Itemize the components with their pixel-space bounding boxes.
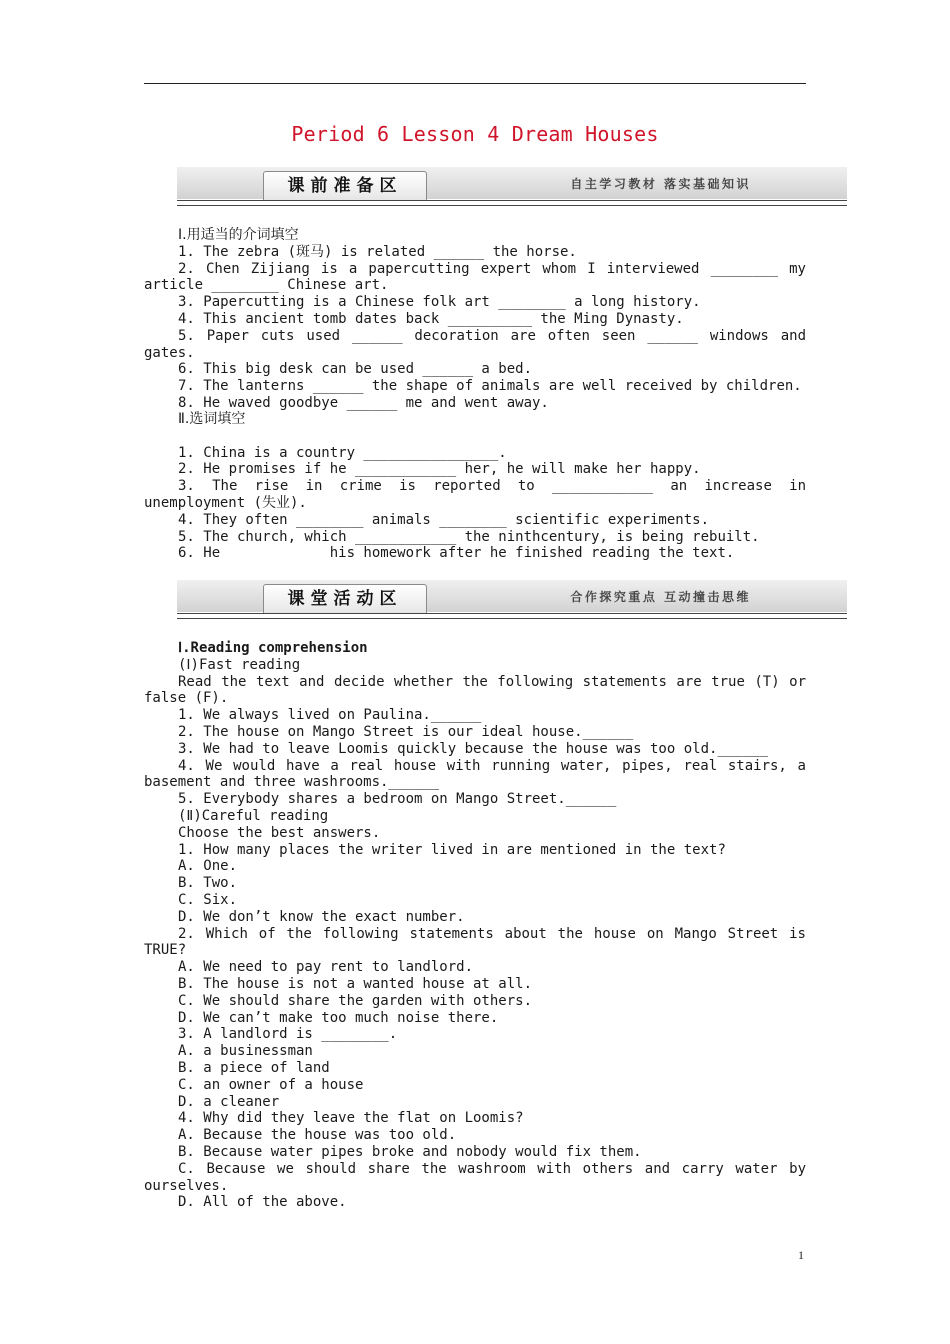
list-item: 2. The house on Mango Street is our ideal house.______	[178, 723, 634, 740]
section-banner-prep	[177, 167, 847, 205]
page-title: Period 6 Lesson 4 Dream Houses	[291, 122, 659, 146]
list-item: 7. The lanterns ______ the shape of animals are well received by children.	[178, 378, 802, 395]
option: D. All of the above.	[178, 1194, 347, 1211]
list-item: 6. He his homework after he finished reading the text.	[178, 545, 735, 562]
question: 1. How many places the writer lived in are mentioned in the text?	[178, 841, 726, 858]
section-heading: Ⅰ.Reading comprehension	[178, 640, 368, 656]
option: B. Because water pipes broke and nobody would fix them.	[178, 1143, 642, 1160]
banner-tab-label: 课前准备区	[263, 171, 427, 200]
list-item: 1. China is a country ________________.	[178, 444, 507, 461]
option: D. a cleaner	[178, 1093, 280, 1110]
question: 3. A landlord is ________.	[178, 1026, 398, 1043]
banner-subtitle: 合作探究重点 互动撞击思维	[570, 590, 751, 604]
option: A. One.	[178, 858, 238, 875]
list-item: 3. We had to leave Loomis quickly because the house was too old.______	[178, 740, 769, 757]
subsection-heading: (Ⅱ)Careful reading	[178, 807, 329, 824]
question: 2. Which of the following statements about the house on Mango Street is TRUE?	[144, 925, 806, 959]
option: C. Six.	[178, 891, 238, 908]
list-item: 1. We always lived on Paulina.______	[178, 707, 482, 724]
list-item: 2. He promises if he ____________ her, he will make her happy.	[178, 461, 701, 478]
option: D. We don’t know the exact number.	[178, 908, 465, 925]
list-item: 4. We would have a real house with running water, pipes, real stairs, a basement and three washrooms.______	[144, 757, 806, 791]
list-item: 5. The church, which ____________ the ninthcentury, is being rebuilt.	[178, 528, 760, 545]
list-item: 6. This big desk can be used ______ a bed.	[178, 361, 533, 378]
instruction: Choose the best answers.	[178, 824, 381, 841]
header-rule	[144, 83, 806, 84]
option: D. We can’t make too much noise there.	[178, 1009, 499, 1026]
list-item: 5. Paper cuts used ______ decoration are often seen ______ windows and gates.	[144, 327, 806, 361]
list-item: 5. Everybody shares a bedroom on Mango Street.______	[178, 791, 617, 808]
option: B. Two.	[178, 875, 238, 892]
exercise-prepositions	[144, 227, 806, 412]
section-banner-class	[177, 580, 847, 618]
option: B. The house is not a wanted house at all.	[178, 975, 533, 992]
subsection-heading: (Ⅰ)Fast reading	[178, 656, 301, 673]
page-number: 1	[798, 1248, 804, 1262]
question: 4. Why did they leave the flat on Loomis?	[178, 1110, 524, 1127]
list-item: 4. This ancient tomb dates back __________ the Ming Dynasty.	[178, 310, 684, 327]
option: C. an owner of a house	[178, 1076, 364, 1093]
option: A. Because the house was too old.	[178, 1127, 457, 1144]
banner-tab-label: 课堂活动区	[263, 584, 427, 613]
option: C. Because we should share the washroom with others and carry water by ourselves.	[144, 1160, 806, 1194]
banner-subtitle: 自主学习教材 落实基础知识	[570, 177, 751, 191]
instruction: Read the text and decide whether the following statements are true (T) or false (F).	[144, 673, 806, 707]
exercise-word-choice	[144, 411, 806, 562]
option: C. We should share the garden with others.	[178, 992, 533, 1009]
section-heading: Ⅱ.选词填空	[178, 411, 246, 427]
option: A. a businessman	[178, 1043, 313, 1060]
list-item: 3. Papercutting is a Chinese folk art ________ a long history.	[178, 294, 701, 311]
list-item: 1. The zebra (斑马) is related ______ the horse.	[178, 243, 577, 260]
list-item: 2. Chen Zijiang is a papercutting expert whom I interviewed ________ my article ________ Chinese art.	[144, 260, 806, 294]
option: A. We need to pay rent to landlord.	[178, 959, 474, 976]
reading-comprehension	[144, 640, 806, 1211]
list-item: 4. They often ________ animals ________ scientific experiments.	[178, 511, 710, 528]
section-heading: Ⅰ.用适当的介词填空	[178, 227, 299, 243]
list-item: 3. The rise in crime is reported to ____________ an increase in unemployment (失业).	[144, 478, 806, 511]
list-item: 8. He waved goodbye ______ me and went away.	[178, 394, 549, 411]
option: B. a piece of land	[178, 1059, 330, 1076]
